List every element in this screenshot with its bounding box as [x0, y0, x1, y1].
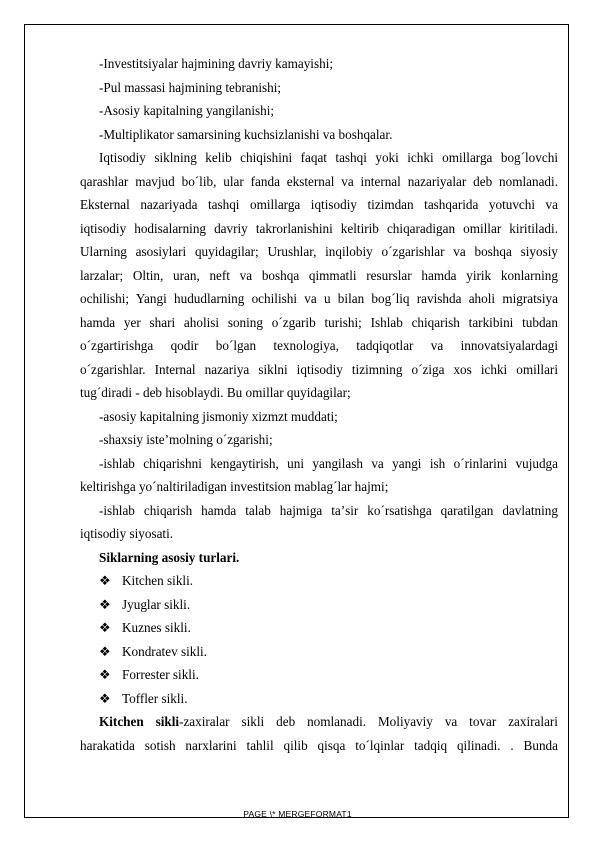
paragraph-line: Eksternal nazariyada tashqi omillarga iqtisodiy tizimdan tashqarida yotuvchi va — [80, 197, 558, 212]
paragraph-line: harakatida sotish narxlarini tahlil qilib qisqa to´lqinlar tadqiq qilinadi. . Bunda — [80, 737, 558, 753]
paragraph-line: Ularning asosiylari quyidagilar; Urushlar, inqilobiy o´zgarishlar va boshqa siyosiy — [80, 244, 558, 259]
bullet-text: Kondratev sikli. — [122, 643, 207, 659]
paragraph-line: hamda yer shari aholisi soning o´zgarib turishi; Ishlab chiqarish tarkibini tubdan — [80, 314, 558, 330]
list-item: -Asosiy kapitalning yangilanishi; — [99, 103, 275, 118]
diamond-bullet-icon: ❖ — [99, 573, 111, 589]
term-bold: Kitchen sikli — [99, 714, 180, 729]
paragraph-line: o´zgarishlar. Internal nazariya siklni iqtisodiy tizimning o´ziga xos ichki omillari — [80, 361, 558, 377]
paragraph-line: ochilishi; Yangi hududlarning ochilishi va u bilan bog´liq ravishda aholi migratsiya — [80, 291, 558, 306]
paragraph-line: -ishlab chiqarish hamda talab hajmiga taʼsir ko´rsatishga qaratilgan davlatning — [99, 502, 558, 518]
paragraph-line: Iqtisodiy siklning kelib chiqishini faqat tashqi yoki ichki omillarga bog´lovchi — [99, 150, 558, 165]
paragraph-sikl-nazariyalari — [80, 146, 558, 405]
document-body — [80, 52, 558, 757]
list-item — [80, 593, 558, 617]
diamond-bullet-icon: ❖ — [99, 620, 111, 636]
paragraph-line: iqtisodiy hodisalarning davriy takrorlanishini keltirib chiqaradigan omillar kiritiladi. — [80, 220, 558, 236]
page-footer-field: PAGE \* MERGEFORMAT1 — [243, 809, 352, 819]
paragraph-line: o´zgartirishga qodir bo´lgan texnologiya, tadqiqotlar va innovatsiyalardagi — [80, 338, 558, 353]
paragraph-line: -ishlab chiqarishni kengaytirish, uni yangilash va yangi ish o´rinlarini vujudga — [99, 455, 558, 471]
paragraph-davlat-siyosati — [80, 499, 558, 546]
diamond-bullet-icon: ❖ — [99, 596, 111, 612]
list-item: -Pul massasi hajmining tebranishi; — [99, 79, 282, 95]
list-item: -Multiplikator samarsining kuchsizlanishi va boshqalar. — [99, 126, 393, 142]
list-item: -shaxsiy isteʼmolning o´zgarishi; — [99, 432, 273, 447]
section-heading: Siklarning asosiy turlari. — [99, 549, 240, 565]
diamond-bullet-icon: ❖ — [99, 667, 111, 683]
bullet-text: Kitchen sikli. — [122, 573, 194, 588]
bullet-text: Toffler sikli. — [122, 690, 188, 706]
paragraph-investitsion-mablaglar — [80, 452, 558, 499]
diamond-bullet-icon: ❖ — [99, 690, 111, 706]
paragraph-line — [80, 710, 558, 734]
bullet-text: Forrester sikli. — [122, 667, 199, 682]
paragraph-line: larzalar; Oltin, uran, neft va boshqa qimmatli resurslar hamda yirik konlarning — [80, 267, 558, 283]
paragraph-line: tug´diradi - deb hisoblaydi. Bu omillar quyidagilar; — [80, 385, 351, 400]
bullet-text: Kuznes sikli. — [122, 620, 191, 635]
list-item — [80, 640, 558, 664]
paragraph-kitchen-sikli — [80, 710, 558, 757]
list-item — [80, 569, 558, 593]
list-item — [80, 687, 558, 711]
paragraph-text: -zaxiralar sikli deb nomlanadi. Moliyaviy va tovar zaxiralari — [179, 714, 558, 729]
list-item: -Investitsiyalar hajmining davriy kamayishi; — [99, 56, 334, 71]
paragraph-line: keltirishga yo´naltiriladigan investitsion mablag´lar hajmi; — [80, 479, 389, 494]
bullet-text: Jyuglar sikli. — [122, 596, 191, 612]
list-item — [80, 663, 558, 687]
list-item: -asosiy kapitalning jismoniy xizmzt muddati; — [99, 408, 338, 424]
list-item — [80, 616, 558, 640]
diamond-bullet-icon: ❖ — [99, 643, 111, 659]
paragraph-line: iqtisodiy siyosati. — [80, 526, 174, 541]
paragraph-line: qarashlar mavjud bo´lib, ular fanda eksternal va internal nazariyalar deb nomlanadi. — [80, 173, 558, 189]
